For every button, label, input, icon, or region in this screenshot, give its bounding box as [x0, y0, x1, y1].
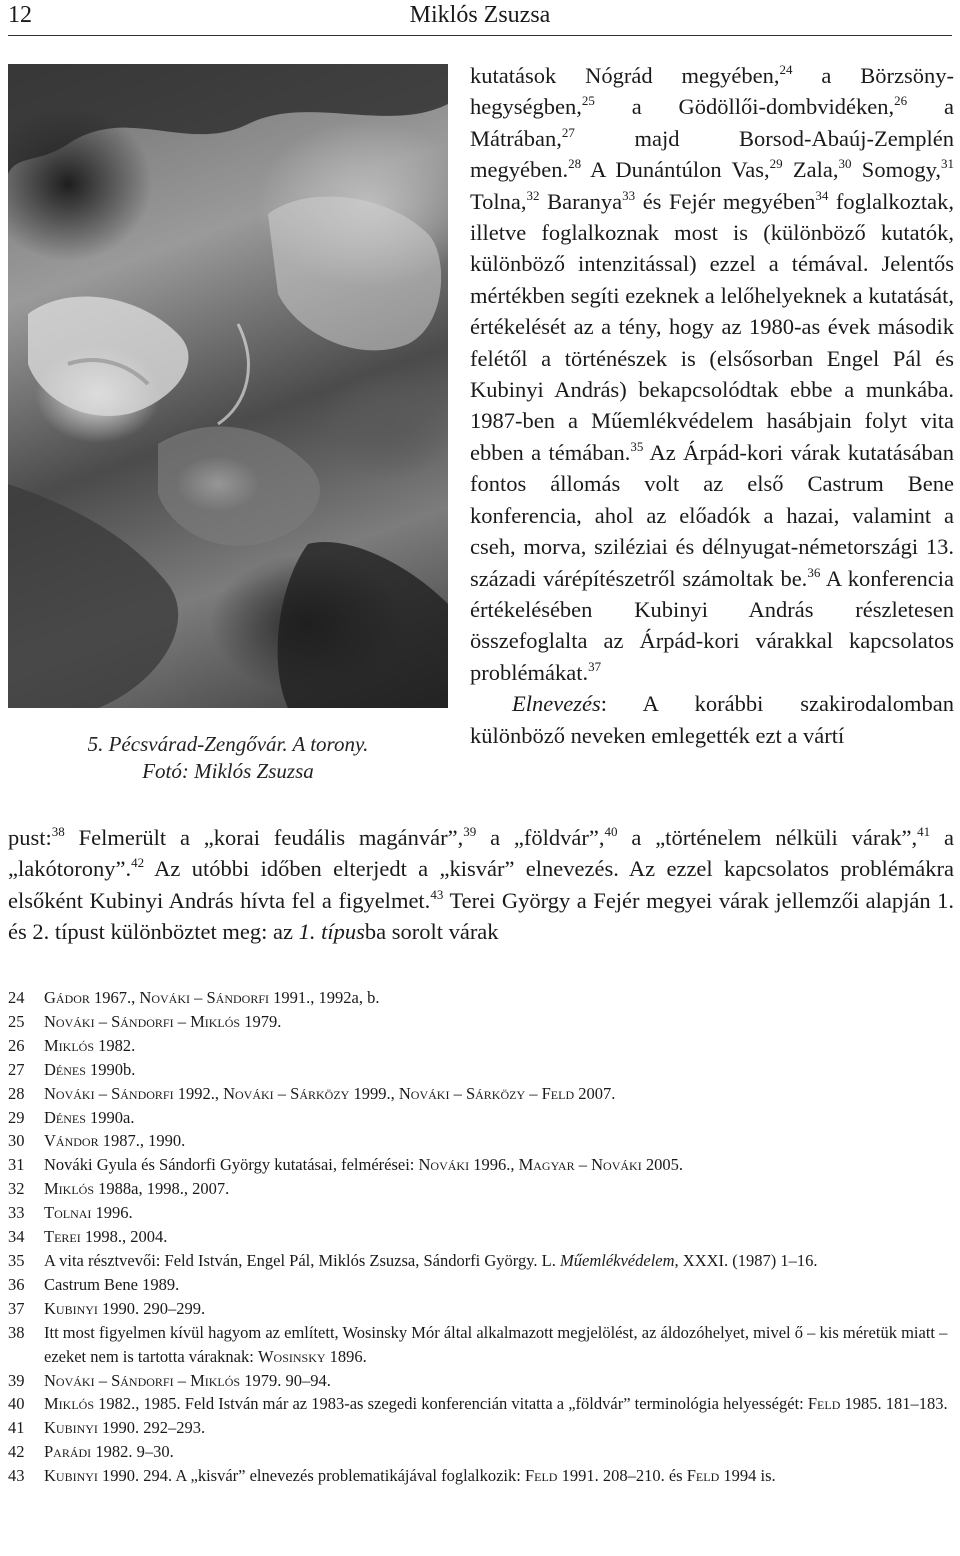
body-paragraph-1: kutatások Nógrád megyében,$^{24}$ a Börzsönyhegységben,$^{25}$ a Gödöllői-dombvidéken,$^{26}$ a Mátrában,$^{27}$ majd Borsod-Abaúj-Zemplén megyében.$^{28}$ A Dunántúlon Vas,$^{29}$ Zala,$^{30}$ Somogy,$^{31}$ Tolna,$^{32}$ Baranya$^{33}$ és Fejér megyében$^{34}$ foglalkoztak, illetve foglalkoznak most is (különböző kutatók, különböző intenzitással) ezzel a témával. Jelentős mértékben segíti ezeknek a lelőhelyeknek a kutatását, értékelését az a tény, hogy az 1980-as évek második felétől a történészek is (elsősorban Engel Pál és Kubinyi András) bekapcsolódtak ebbe a munkába. 1987-ben a Műemlékvédelem hasábjain folyt vita ebben a témában.$^{35}$ Az Árpád-kori várak kutatásában fontos állomás volt az első Castrum Bene konferencia, ahol az előadók a hazai, valamint a cseh, morva, sziléziai és délnyugat-németországi 13. századi várépítészetről számoltak be.$^{36}$ A konferencia értékelésében Kubinyi András részletesen összefoglalta az Árpád-kori várakkal kapcsolatos problémákat.$^{37}$: [470, 62, 954, 685]
footnote-text: Kubinyi 1990. 294. A „kisvár” elnevezés problematikájával foglalkozik: Feld 1991. 208–210. és Feld 1994 is.: [44, 1466, 776, 1486]
footnote-number: 24: [8, 988, 25, 1007]
figure-caption: [8, 731, 448, 785]
footnote-ref: 29: [769, 156, 783, 172]
footnote-31: [8, 1153, 954, 1177]
footnote-text: Nováki – Sándorfi 1992., Nováki – Sárközy 1999., Nováki – Sárközy – Feld 2007.: [44, 1083, 616, 1103]
footnote-39: [8, 1369, 954, 1393]
photo-texture: [8, 64, 448, 708]
footnote-text: Gádor 1967., Nováki – Sándorfi 1991., 1992a, b.: [44, 988, 380, 1007]
footnote-text: Nováki Gyula és Sándorfi György kutatásai, felmérései: Nováki 1996., Magyar – Nováki 2005.: [44, 1155, 683, 1175]
body-column: [470, 60, 954, 751]
body-paragraph-2-cont: pust:$^{38}$ Felmerült a „korai feudális magánvár”,$^{39}$ a „földvár”,$^{40}$ a „történelem nélküli várak”,$^{41}$ a „lakótorony”.$^{42}$ Az utóbbi időben elterjedt a „kisvár” elnevezés. Az ezzel kapcsolatos problémákra elsőként Kubinyi András hívta fel a figyelmet.$^{43}$ Terei György a Fejér megyei várak jellemzői alapján 1. és 2. típust különböztet meg: az 1. típusba sorolt várak: [8, 824, 955, 945]
footnote-text: Miklós 1982., 1985. Feld István már az 1983-as szegedi konferencián vitatta a „földvár” terminológia helyességét: Feld 1985. 181–183.: [44, 1394, 948, 1414]
footnote-ref: 39: [463, 824, 477, 839]
footnote-number: 36: [8, 1274, 25, 1294]
footnote-text: Castrum Bene 1989.: [44, 1274, 180, 1294]
footnote-number: 25: [8, 1011, 25, 1031]
footnote-28: [8, 1082, 954, 1106]
footnote-32: [8, 1177, 954, 1201]
footnote-ref: 36: [807, 564, 821, 580]
footnote-40: [8, 1392, 954, 1416]
footnote-26: [8, 1034, 954, 1058]
footnote-ref: 28: [568, 156, 582, 172]
footnote-42: [8, 1440, 954, 1464]
footnote-24: [8, 986, 954, 1010]
footnote-number: 41: [8, 1418, 25, 1438]
footnote-number: 38: [8, 1322, 25, 1342]
footnote-ref: 27: [561, 124, 575, 140]
footnote-number: 43: [8, 1466, 25, 1486]
footnote-text: Itt most figyelmen kívül hagyom az említett, Wosinsky Mór által alkalmazott megjelölést, az áldozóhelyet, mivel ő – kis méretük miatt – ezeket nem is tartotta váraknak: Wosinsky 1896.: [44, 1322, 948, 1366]
footnote-ref: 41: [917, 824, 931, 839]
footnote-number: 35: [8, 1250, 25, 1270]
footnote-text: Dénes 1990b.: [44, 1059, 136, 1079]
body-paragraph-2: Elnevezés: A korábbi szakirodalomban különböző neveken emlegették ezt a vártí: [470, 691, 954, 748]
footnote-text: Dénes 1990a.: [44, 1107, 135, 1127]
footnote-text: Nováki – Sándorfi – Miklós 1979.: [44, 1011, 282, 1031]
footnote-text: Parádi 1982. 9–30.: [44, 1442, 174, 1462]
footnote-number: 29: [8, 1107, 25, 1127]
page-number: 12: [8, 2, 32, 28]
footnote-ref: 31: [941, 156, 954, 172]
footnote-ref: 33: [622, 187, 636, 203]
footnote-text: Kubinyi 1990. 290–299.: [44, 1298, 206, 1318]
footnote-ref: 25: [581, 93, 595, 109]
footnote-number: 27: [8, 1059, 25, 1079]
footnote-text: Tolnai 1996.: [44, 1203, 133, 1223]
body-fullwidth: [8, 822, 954, 948]
footnote-30: [8, 1129, 954, 1153]
footnote-number: 33: [8, 1203, 25, 1223]
footnote-41: [8, 1416, 954, 1440]
footnote-number: 30: [8, 1131, 25, 1151]
footnote-ref: 24: [779, 62, 793, 77]
footnote-ref: 32: [526, 187, 540, 203]
footnote-text: A vita résztvevői: Feld István, Engel Pál, Miklós Zsuzsa, Sándorfi György. L. Műemlékvédelem, XXXI. (1987) 1–16.: [44, 1250, 818, 1270]
footnote-ref: 35: [630, 438, 644, 454]
footnote-number: 39: [8, 1370, 25, 1390]
footnote-ref: 40: [604, 824, 618, 839]
footnote-29: [8, 1106, 954, 1130]
footnote-ref: 37: [588, 658, 602, 674]
footnote-35: [8, 1249, 954, 1273]
footnote-text: Terei 1998., 2004.: [44, 1227, 168, 1247]
footnote-ref: 30: [838, 156, 852, 172]
footnote-text: Miklós 1988a, 1998., 2007.: [44, 1179, 230, 1199]
footnote-27: [8, 1058, 954, 1082]
footnote-number: 37: [8, 1298, 25, 1318]
footnote-34: [8, 1225, 954, 1249]
term-heading: Elnevezés: [512, 691, 601, 717]
footnote-43: [8, 1464, 954, 1488]
footnote-number: 32: [8, 1179, 25, 1199]
footnote-36: [8, 1273, 954, 1297]
footnote-text: Miklós 1982.: [44, 1035, 136, 1055]
footnote-text: Vándor 1987., 1990.: [44, 1131, 186, 1151]
footnote-text: Kubinyi 1990. 292–293.: [44, 1418, 206, 1438]
footnote-ref: 34: [815, 187, 829, 203]
page-header: [0, 0, 960, 40]
footnote-ref: 43: [430, 886, 444, 902]
footnote-25: [8, 1010, 954, 1034]
footnote-ref: 38: [51, 824, 65, 839]
header-rule: [8, 35, 952, 36]
footnote-number: 31: [8, 1155, 25, 1175]
footnote-33: [8, 1201, 954, 1225]
footnote-ref: 42: [131, 855, 145, 871]
footnote-number: 34: [8, 1227, 25, 1247]
caption-title: 5. Pécsvárad-Zengővár. A torony.: [87, 732, 369, 756]
caption-credit: Fotó: Miklós Zsuzsa: [142, 759, 314, 783]
footnote-number: 28: [8, 1083, 25, 1103]
running-head: Miklós Zsuzsa: [409, 2, 551, 28]
footnote-number: 26: [8, 1035, 25, 1055]
footnote-37: [8, 1297, 954, 1321]
footnote-number: 40: [8, 1394, 25, 1414]
footnote-number: 42: [8, 1442, 25, 1462]
footnote-text: Nováki – Sándorfi – Miklós 1979. 90–94.: [44, 1370, 331, 1390]
footnote-38: [8, 1321, 954, 1369]
footnote-ref: 26: [894, 93, 908, 109]
tower-photo: [8, 64, 448, 708]
footnotes: [8, 986, 954, 1488]
